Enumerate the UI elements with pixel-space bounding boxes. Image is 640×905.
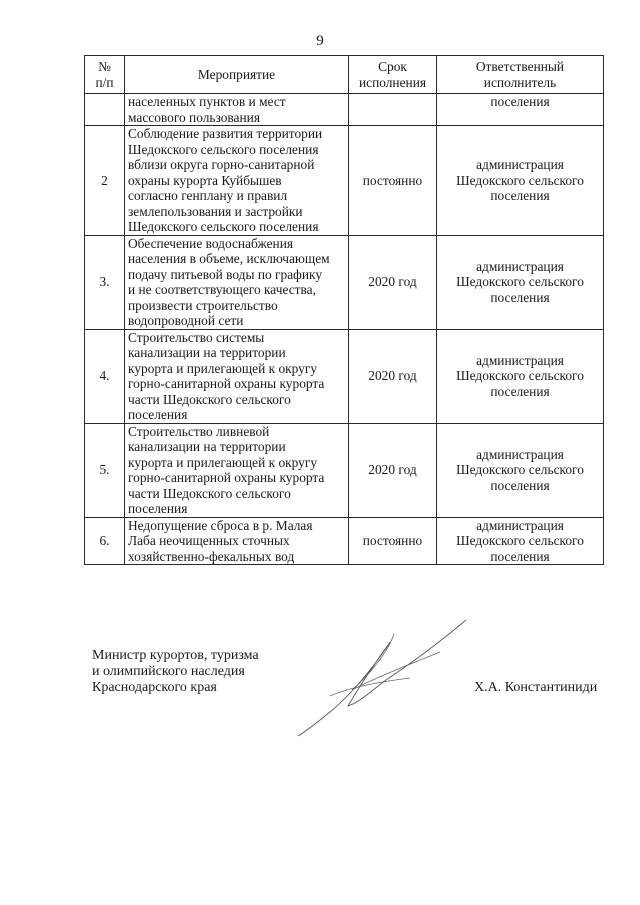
measures-table <box>84 55 604 565</box>
cell-event <box>125 517 349 565</box>
header-term <box>349 56 437 94</box>
event-line: хозяйственно-фекальных вод <box>128 548 295 564</box>
event-line: подачу питьевой воды по графику <box>128 266 323 282</box>
responsible-line: Шедокского сельского <box>456 368 584 384</box>
event-line: поселения <box>128 501 188 516</box>
event-line: Строительство системы <box>128 329 265 345</box>
event-line: согласно генплану и правил <box>128 188 288 203</box>
event-line: массового пользования <box>128 109 260 125</box>
cell-term: постоянно <box>349 517 437 565</box>
header-event: Мероприятие <box>125 56 349 94</box>
responsible-line: администрация <box>476 157 564 172</box>
event-line: произвести строительство <box>128 297 278 313</box>
cell-num: 3. <box>85 235 125 329</box>
cell-responsible: поселения <box>437 94 604 126</box>
handwritten-signature <box>290 612 480 742</box>
cell-responsible <box>437 126 604 236</box>
event-line: вблизи округа горно-санитарной <box>128 157 315 172</box>
responsible-line: Шедокского сельского <box>456 172 584 188</box>
cell-event <box>125 235 349 329</box>
cell-responsible <box>437 235 604 329</box>
header-responsible-line-2: исполнитель <box>483 74 557 90</box>
position-line: и олимпийского наследия <box>92 664 245 679</box>
responsible-line: поселения <box>490 188 550 203</box>
responsible-line: администрация <box>476 446 564 462</box>
table-row <box>85 517 604 565</box>
event-line: курорта и прилегающей к округу <box>128 454 318 470</box>
header-responsible-line-1: Ответственный <box>475 59 565 74</box>
responsible-line: администрация <box>476 258 564 274</box>
cell-term: 2020 год <box>349 423 437 517</box>
event-line: водопроводной сети <box>128 313 244 328</box>
event-line: населенных пунктов и мест <box>128 94 286 109</box>
header-term-line-1: Срок <box>378 59 407 74</box>
responsible-line: администрация <box>476 352 564 368</box>
responsible-line: Шедокского сельского <box>456 274 584 290</box>
event-line: Недопущение сброса в р. Малая <box>128 517 313 533</box>
table-row <box>85 235 604 329</box>
table-row <box>85 126 604 236</box>
cell-event <box>125 126 349 236</box>
position-line: Краснодарского края <box>92 680 217 695</box>
cell-num: 2 <box>85 126 125 236</box>
header-responsible <box>437 56 604 94</box>
page-number: 9 <box>316 33 324 49</box>
header-num-line-1: № <box>98 59 111 74</box>
responsible-line: администрация <box>476 517 564 533</box>
event-line: Обеспечение водоснабжения <box>128 235 294 251</box>
event-line: Шедокского сельского поселения <box>128 219 319 234</box>
responsible-line: поселения <box>490 548 550 564</box>
responsible-line: Шедокского сельского <box>456 533 584 548</box>
event-line: землепользования и застройки <box>128 203 303 219</box>
cell-num: 4. <box>85 329 125 423</box>
event-line: охраны курорта Куйбышев <box>128 172 282 188</box>
event-line: Шедокского сельского поселения <box>128 141 319 157</box>
cell-num: 5. <box>85 423 125 517</box>
event-line: Соблюдение развития территории <box>128 126 323 141</box>
cell-term <box>349 94 437 126</box>
table-row-continuation <box>85 94 604 126</box>
event-line: и не соответствующего качества, <box>128 282 316 297</box>
position-line: Министр курортов, туризма <box>92 648 259 663</box>
cell-responsible <box>437 423 604 517</box>
responsible-line: поселения <box>490 383 550 399</box>
event-line: части Шедокского сельского <box>128 485 291 501</box>
table-header-row <box>85 56 604 94</box>
event-line: канализации на территории <box>128 345 286 360</box>
cell-responsible <box>437 517 604 565</box>
cell-responsible <box>437 329 604 423</box>
event-line: горно-санитарной охраны курорта <box>128 376 325 391</box>
header-term-line-2: исполнения <box>358 74 427 90</box>
event-line: поселения <box>128 407 188 422</box>
responsible-line: поселения <box>490 289 550 305</box>
cell-event <box>125 329 349 423</box>
responsible-line: Шедокского сельского <box>456 462 584 478</box>
cell-term: 2020 год <box>349 329 437 423</box>
cell-num: 6. <box>85 517 125 565</box>
cell-event <box>125 423 349 517</box>
cell-term: постоянно <box>349 126 437 236</box>
event-line: горно-санитарной охраны курорта <box>128 470 325 485</box>
table-row <box>85 329 604 423</box>
event-line: курорта и прилегающей к округу <box>128 360 318 376</box>
cell-term: 2020 год <box>349 235 437 329</box>
event-line: части Шедокского сельского <box>128 391 291 407</box>
header-num <box>85 56 125 94</box>
cell-num <box>85 94 125 126</box>
event-line: Строительство ливневой <box>128 423 270 439</box>
event-line: канализации на территории <box>128 439 286 454</box>
responsible-line: поселения <box>490 477 550 493</box>
event-line: Лаба неочищенных сточных <box>128 533 290 548</box>
table-row <box>85 423 604 517</box>
signer-name: Х.А. Константиниди <box>474 680 598 695</box>
cell-event <box>125 94 349 126</box>
header-num-line-2: п/п <box>95 74 114 90</box>
event-line: населения в объеме, исключающем <box>128 251 330 266</box>
signature-position <box>92 648 259 696</box>
